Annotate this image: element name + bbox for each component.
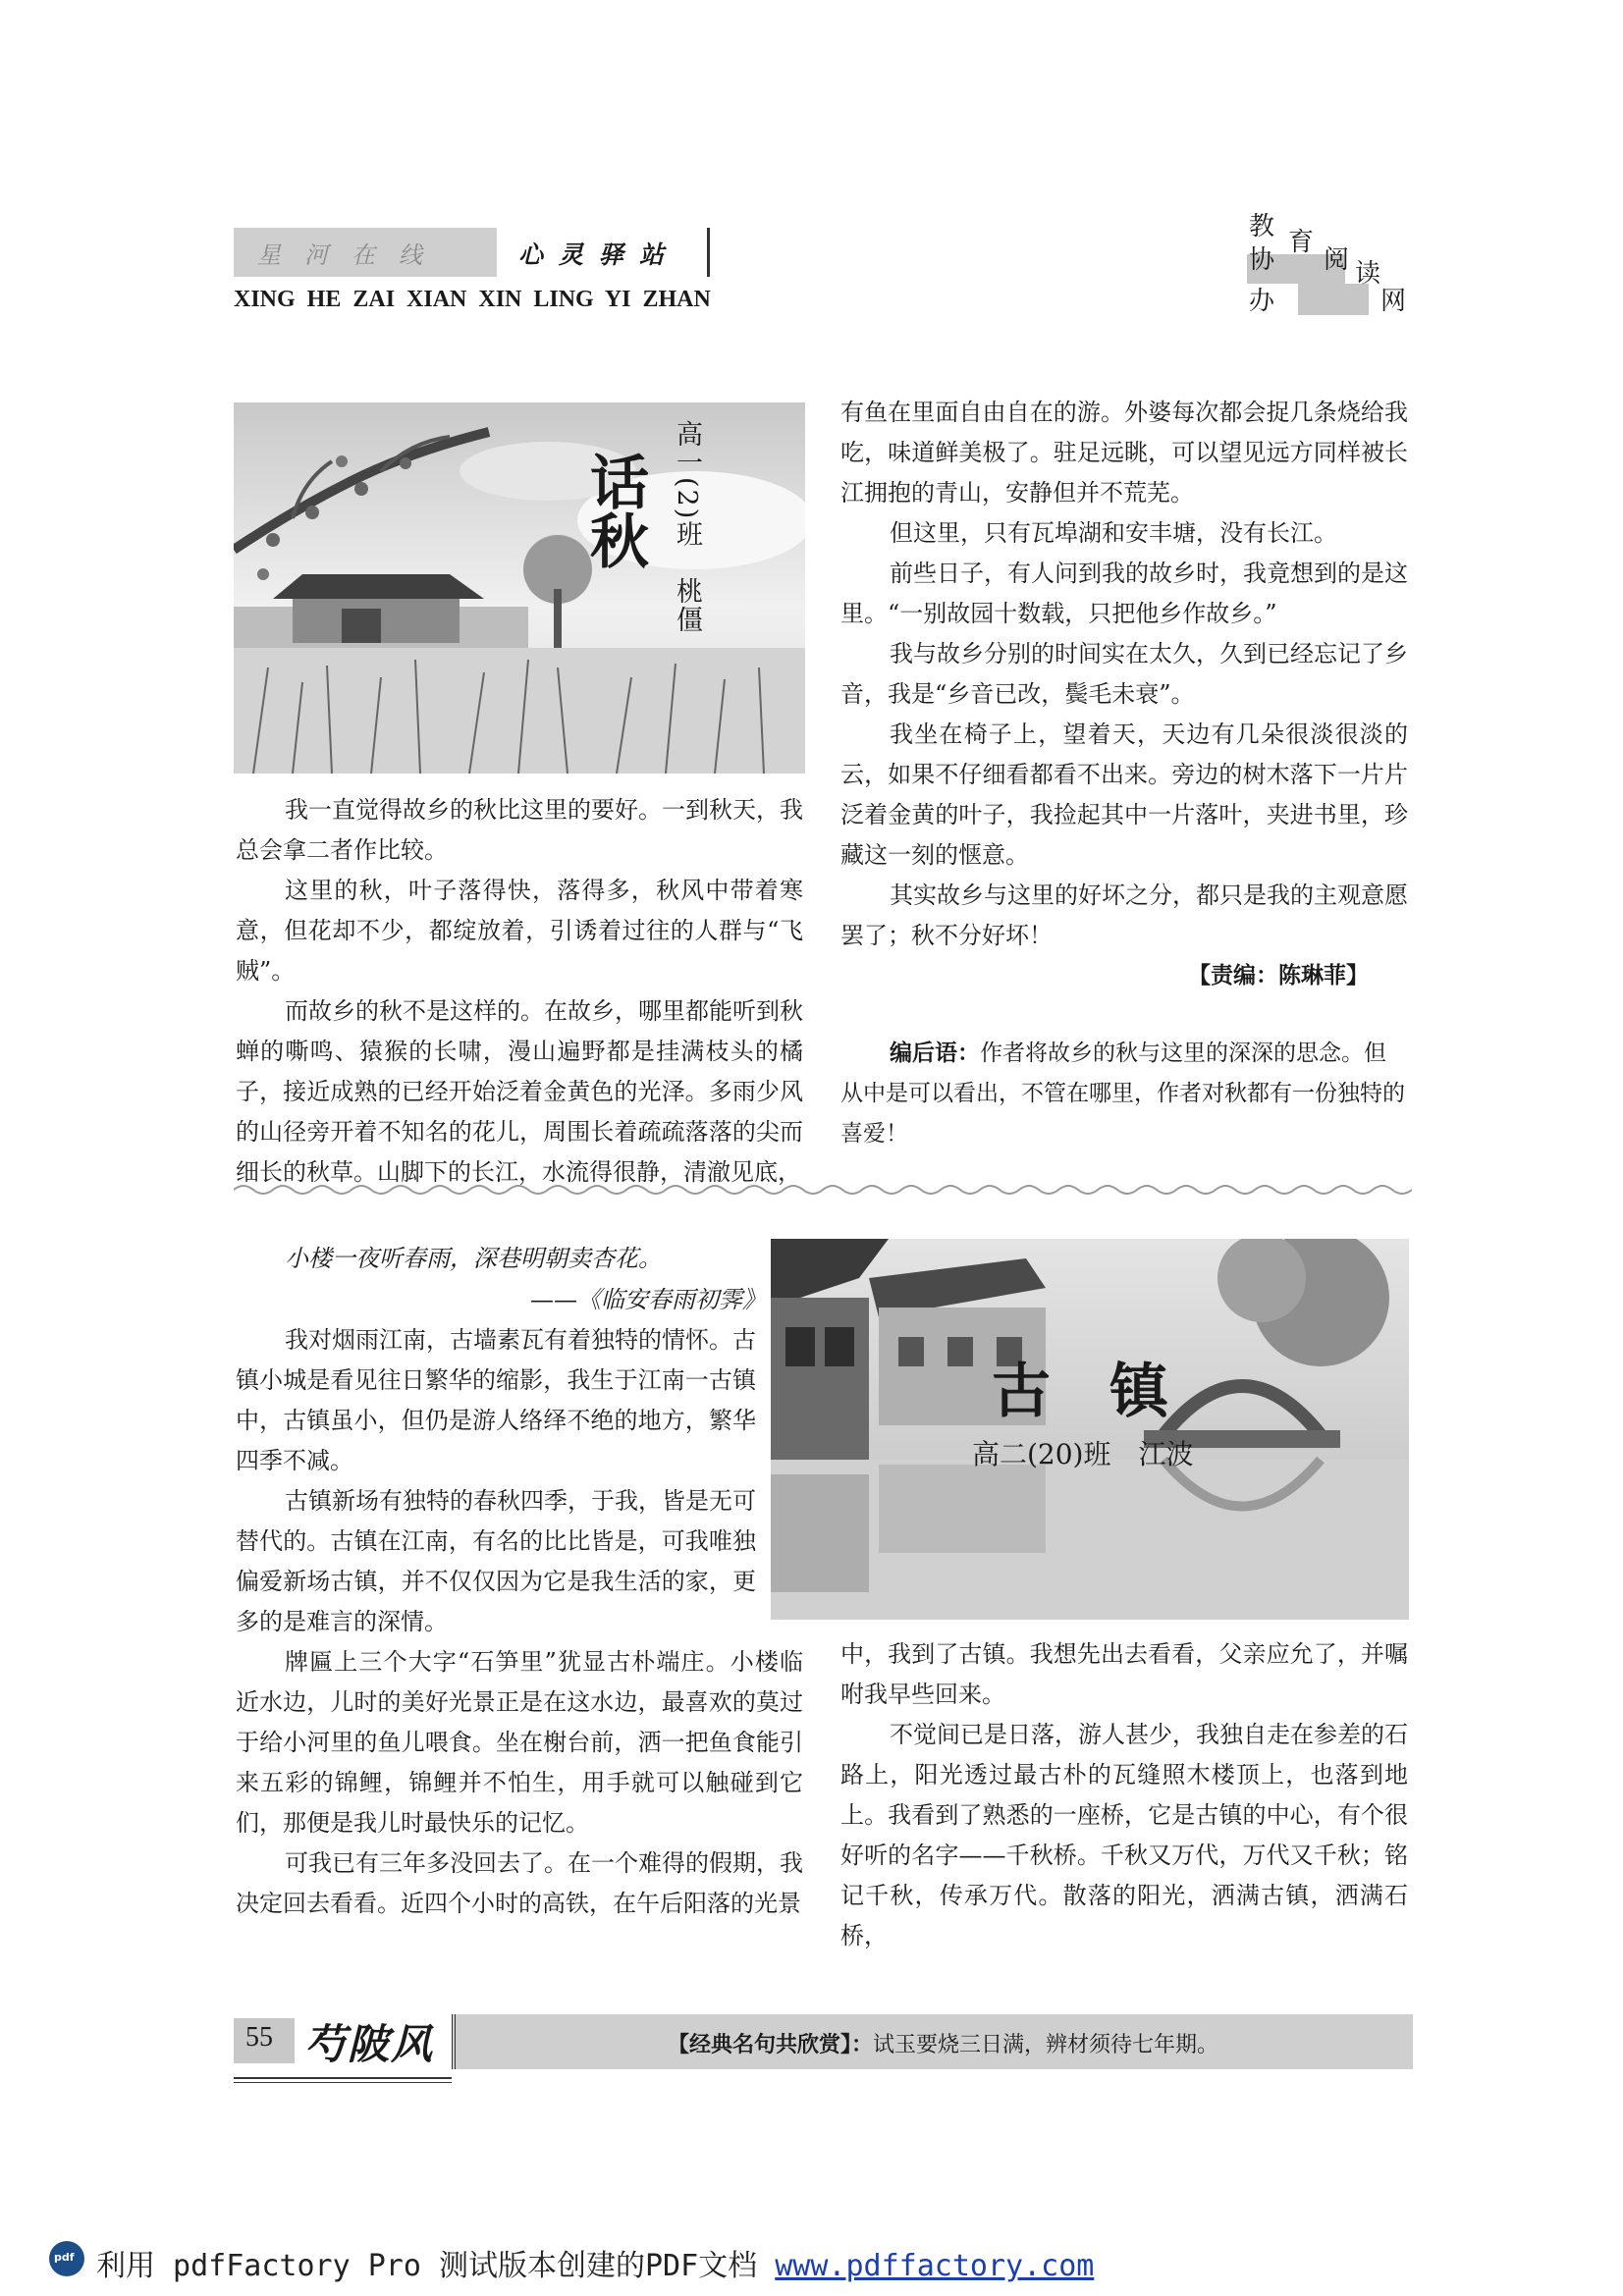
watermark-text	[96, 2241, 1094, 2284]
site-logo	[1247, 211, 1414, 319]
header-pinyin: XING HE ZAI XIAN XIN LING YI ZHAN	[234, 287, 711, 312]
paragraph: 可我已有三年多没回去了。在一个难得的假期，我决定回去看看。近四个小时的高铁，在午后阳落的光景	[236, 1849, 803, 1917]
paragraph: 前些日子，有人问到我的故乡时，我竟想到的是这里。“一别故园十数载，只把他乡作故乡。”	[840, 560, 1408, 627]
logo-char: 网	[1380, 287, 1407, 316]
autumn-village-illustration	[234, 402, 805, 774]
article2-right-column	[840, 1634, 1408, 1956]
paragraph: 其实故乡与这里的好坏之分，都只是我的主观意愿罢了；秋不分好坏！	[840, 881, 1408, 949]
wavy-divider	[234, 1182, 1412, 1198]
pdf-icon: pdf	[49, 2241, 84, 2276]
header-right-label: 心灵驿站	[518, 240, 680, 269]
article1-left-column	[236, 790, 803, 1193]
logo-char: 办	[1249, 287, 1275, 316]
editor-credit: 【责编：陈琳菲】	[1188, 963, 1369, 988]
footer-quote	[668, 2028, 1218, 2058]
article2-title: 古镇	[992, 1358, 1227, 1426]
watermark-link[interactable]: www.pdffactory.com	[775, 2249, 1095, 2283]
logo-char: 协	[1249, 245, 1275, 275]
logo-char: 育	[1288, 228, 1315, 257]
logo-char: 读	[1355, 259, 1381, 289]
paragraph: 我对烟雨江南，古墙素瓦有着独特的情怀。古镇小城是看见往日繁华的缩影，我生于江南一古镇中，古镇虽小，但仍是游人络绎不绝的地方，繁华四季不减。	[236, 1326, 756, 1474]
paragraph: 中，我到了古镇。我想先出去看看，父亲应允了，并嘱咐我早些回来。	[840, 1640, 1408, 1708]
paragraph: 不觉间已是日落，游人甚少，我独自走在参差的石路上，阳光透过最古朴的瓦缝照木楼顶上，也落到地上。我看到了熟悉的一座桥，它是古镇的中心，有个很好听的名字——千秋桥。千秋又万代，万代又千秋；铭记千秋，传承万代。散落的阳光，洒满古镇，洒满石桥，	[840, 1721, 1408, 1949]
paragraph: 而故乡的秋不是这样的。在故乡，哪里都能听到秋蝉的嘶鸣、猿猴的长啸，漫山遍野都是挂满枝头的橘子，接近成熟的已经开始泛着金黄色的光泽。多雨少风的山径旁开着不知名的花儿，周围长着疏疏落落的尖而细长的秋草。山脚下的长江，水流得很静，清澈见底，	[236, 997, 803, 1186]
header-left-label: 星河在线	[257, 241, 446, 269]
magazine-name: 芍陂风	[304, 2020, 435, 2068]
paragraph: 但这里，只有瓦埠湖和安丰塘，没有长江。	[890, 519, 1337, 547]
epigraph: 小楼一夜听春雨，深巷明朝卖杏花。	[285, 1245, 662, 1272]
footer-quote-text: 试玉要烧三日满，辨材须待七年期。	[873, 2033, 1219, 2057]
page-number: 55	[245, 2022, 273, 2053]
footer-rule	[234, 2082, 452, 2083]
epigraph-source: ——《临安春雨初霁》	[530, 1286, 766, 1313]
paragraph: 我一直觉得故乡的秋比这里的要好。一到秋天，我总会拿二者作比较。	[236, 796, 803, 864]
paragraph: 我与故乡分别的时间实在太久，久到已经忘记了乡音，我是“乡音已改，鬓毛未衰”。	[840, 640, 1408, 708]
water-town-photo	[771, 1239, 1409, 1620]
editor-note	[840, 1034, 1408, 1154]
article1-byline: 高一(2)班 桃僵	[672, 420, 702, 635]
paragraph: 这里的秋，叶子落得快，落得多，秋风中带着寒意，但花却不少，都绽放着，引诱着过往的人群与“飞贼”。	[236, 877, 803, 985]
paragraph: 我坐在椅子上，望着天，天边有几朵很淡很淡的云，如果不仔细看都看不出来。旁边的树木落下一片片泛着金黄的叶子，我捡起其中一片落叶，夹进书里，珍藏这一刻的惬意。	[840, 721, 1408, 869]
editor-note-text: 作者将故乡的秋与这里的深深的思念。但从中是可以看出，不管在哪里，作者对秋都有一份独特的喜爱！	[840, 1041, 1405, 1147]
editor-note-label: 编后语：	[890, 1041, 980, 1066]
article2-left-column	[236, 1320, 803, 1924]
paragraph: 有鱼在里面自由自在的游。外婆每次都会捉几条烧给我吃，味道鲜美极了。驻足远眺，可以望见远方同样被长江拥抱的青山，安静但并不荒芜。	[840, 399, 1408, 507]
paragraph: 古镇新场有独特的春秋四季，于我，皆是无可替代的。古镇在江南，有名的比比皆是，可我唯独偏爱新场古镇，并不仅仅因为它是我生活的家，更多的是难言的深情。	[236, 1487, 756, 1635]
article1-right-column	[840, 393, 1408, 956]
logo-char: 教	[1249, 212, 1275, 241]
logo-char: 阅	[1324, 245, 1350, 275]
watermark-prefix: 利用 pdfFactory Pro 测试版本创建的PDF文档	[96, 2249, 776, 2283]
article1-title: 话秋	[580, 452, 649, 569]
paragraph: 牌匾上三个大字“石笋里”犹显古朴端庄。小楼临近水边，儿时的美好光景正是在这水边，最喜欢的莫过于给小河里的鱼儿喂食。坐在榭台前，洒一把鱼食能引来五彩的锦鲤，锦鲤并不怕生，用手就可以触碰到它们，那便是我儿时最快乐的记忆。	[236, 1648, 803, 1837]
footer-rule	[234, 2077, 452, 2079]
article2-byline: 高二(20)班 江波	[972, 1438, 1194, 1470]
footer-quote-label: 【经典名句共欣赏】：	[668, 2033, 874, 2057]
